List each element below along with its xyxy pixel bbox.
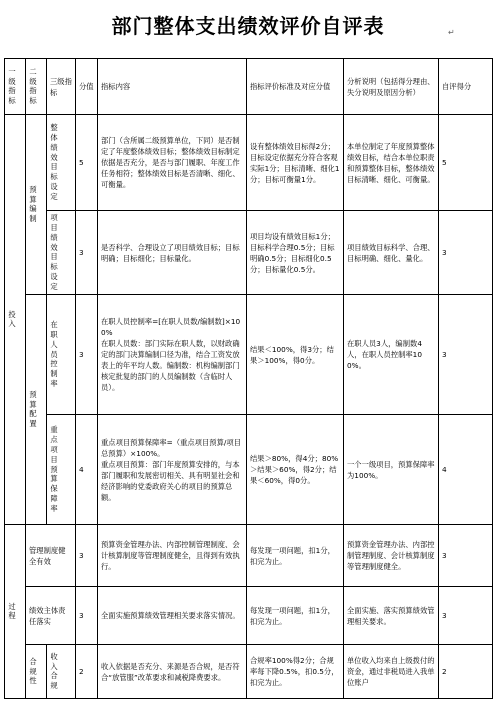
table-row (5, 645, 493, 699)
content-cell: 在职人员控制率=[在职人员数/编制数]×100% 在职人员数：部门实际在职人数，以财政确定的部门决算编制口径为准，结合工资发放表上的年平均人数。编制数：机构编制部门核定批复的部门的人员编制数（含临时人员）。 (98, 295, 247, 415)
criteria-cell: 项目均设有绩效目标1分；目标科学合理0.5分；目标明确0.5分；目标细化0.5分；目标量化0.5分。 (247, 211, 344, 295)
level3-cell: 重点项目预算保障率 (47, 415, 76, 525)
level3-cell: 整体绩效目标设定 (47, 115, 76, 211)
criteria-cell: 合规率100%得2分；合规率每下降0.5%，扣0.5分，扣完为止。 (247, 645, 344, 699)
self-score-cell: 4 (439, 415, 493, 525)
score-cell: 3 (76, 587, 98, 645)
header-self-score: 自评得分 (439, 59, 493, 115)
criteria-cell: 每发现一项问题，扣1分，扣完为止。 (247, 587, 344, 645)
level2-cell: 管理制度健全有效 (26, 525, 76, 587)
page-title: 部门整体支出绩效评价自评表 (111, 14, 385, 38)
score-cell: 3 (76, 525, 98, 587)
self-score-cell: 3 (439, 295, 493, 415)
group-process: 过程 (5, 525, 26, 699)
content-cell: 全面实施预算绩效管理相关要求落实情况。 (98, 587, 247, 645)
analysis-cell: 在职人员3人，编制数4人，在职人员控制率100%。 (344, 295, 439, 415)
header-score: 分值 (76, 59, 98, 115)
header-content: 指标内容 (98, 59, 247, 115)
header-row (5, 59, 493, 115)
content-cell: 是否科学、合理设立了项目绩效目标；目标明确；目标细化；目标量化。 (98, 211, 247, 295)
self-score-cell: 3 (439, 525, 493, 587)
header-criteria: 指标评价标准及对应分值 (247, 59, 344, 115)
analysis-cell: 一个一级项目，预算保障率为100%。 (344, 415, 439, 525)
group-budget-allocation: 预算配置 (26, 295, 47, 525)
table-row (5, 525, 493, 587)
self-score-cell: 3 (439, 587, 493, 645)
header-analysis: 分析说明（包括得分理由、失分说明及原因分析） (344, 59, 439, 115)
table-row (5, 587, 493, 645)
analysis-cell: 本单位制定了年度预算整体绩效目标，结合本单位职责和预算整体目标，整体绩效目标清晰、细化、可衡量。 (344, 115, 439, 211)
content-cell: 重点项目预算保障率=（重点项目预算/项目总预算）×100%。 重点项目预算：部门年度预算安排的，与本部门履职和发展密切相关、具有明显社会和经济影响的党委政府关心的项目的预算总额。 (98, 415, 247, 525)
content-cell: 收入依据是否充分、来源是否合规，是否符合“放管服”改革要求和减税降费要求。 (98, 645, 247, 699)
table-row (5, 115, 493, 211)
analysis-cell: 项目绩效目标科学、合理、目标明确、细化、量化。 (344, 211, 439, 295)
header-level2: 二级指标 (26, 59, 47, 115)
return-mark: ↵ (448, 28, 455, 37)
evaluation-table (4, 58, 493, 699)
group-compliance: 合规性 (26, 645, 47, 699)
level2-cell: 绩效主体责任落实 (26, 587, 76, 645)
content-cell: 预算资金管理办法、内部控制管理制度、会计核算制度等管理制度健全，且得到有效执行。 (98, 525, 247, 587)
level3-cell: 在职人员控制率 (47, 295, 76, 415)
score-cell: 2 (76, 645, 98, 699)
group-budget-setting: 预算编制 (26, 115, 47, 295)
criteria-cell: 结果＞80%，得4分；80%＞结果＞60%，得2分；结果＜60%，得0分。 (247, 415, 344, 525)
self-score-cell: 3 (439, 211, 493, 295)
score-cell: 5 (76, 115, 98, 211)
table-row (5, 211, 493, 295)
level3-cell: 项目绩效目标设定 (47, 211, 76, 295)
level3-cell: 收入合规 (47, 645, 76, 699)
criteria-cell: 设有整体绩效目标得2分；目标设定依据充分符合客观实际1分；目标清晰、细化1分；目标可衡量1分。 (247, 115, 344, 211)
header-level1: 一级指标 (5, 59, 26, 115)
criteria-cell: 每发现一项问题，扣1分，扣完为止。 (247, 525, 344, 587)
self-score-cell: 5 (439, 115, 493, 211)
analysis-cell: 全面实施、落实预算绩效管理相关要求。 (344, 587, 439, 645)
score-cell: 3 (76, 295, 98, 415)
analysis-cell: 单位收入均来自上级拨付的资金，通过非税局进入我单位账户 (344, 645, 439, 699)
score-cell: 4 (76, 415, 98, 525)
header-level3: 三级指标 (47, 59, 76, 115)
content-cell: 部门（含所属二级预算单位，下同）是否制定了年度整体绩效目标；整体绩效目标制定依据是否充分，是否与部门履职、年度工作任务相符；整体绩效目标是否清晰、细化、可衡量。 (98, 115, 247, 211)
group-input: 投入 (5, 115, 26, 525)
table-row (5, 295, 493, 415)
score-cell: 3 (76, 211, 98, 295)
criteria-cell: 结果＜100%，得3分；结果＞100%，得0分。 (247, 295, 344, 415)
table-row (5, 415, 493, 525)
analysis-cell: 预算资金管理办法、内部控制管理制度、会计核算制度等管理制度健全。 (344, 525, 439, 587)
self-score-cell: 2 (439, 645, 493, 699)
